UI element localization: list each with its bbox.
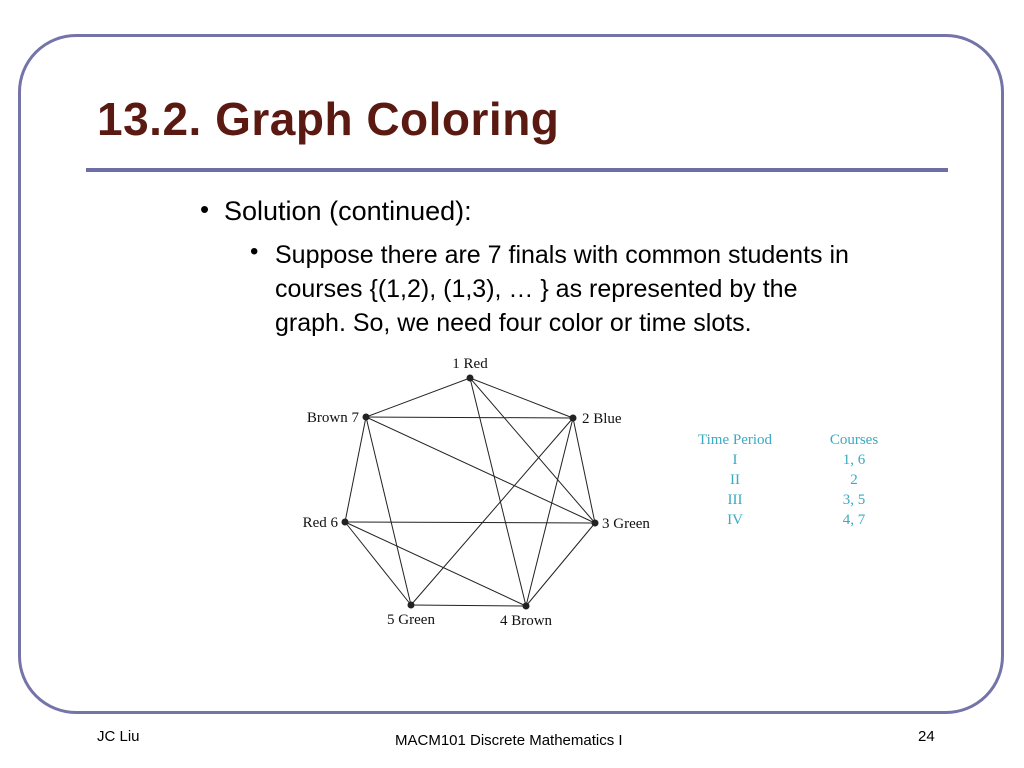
bullet-dot: •	[200, 194, 210, 224]
footer-author: JC Liu	[97, 728, 140, 745]
graph-edge-1-3	[470, 378, 595, 523]
bullet-text: Solution (continued):	[224, 196, 472, 226]
graph-edge-2-3	[573, 418, 595, 523]
graph-edge-1-7	[366, 378, 470, 417]
graph-vertex-2	[570, 415, 577, 422]
graph-edges	[345, 378, 595, 606]
graph-edge-2-5	[411, 418, 573, 605]
sub-bullet-line: courses {(1,2), (1,3), … } as represented by the	[275, 275, 798, 303]
sub-bullet-dot: •	[250, 238, 259, 265]
graph-vertex-label-3: 3 Green	[602, 516, 650, 532]
sub-bullet-line: graph. So, we need four color or time slots.	[275, 309, 752, 337]
graph-edge-1-4	[470, 378, 526, 606]
footer-course: MACM101 Discrete Mathematics I	[395, 732, 623, 749]
graph-edge-2-7	[366, 417, 573, 418]
graph-vertex-7	[363, 414, 370, 421]
graph-edge-4-5	[411, 605, 526, 606]
graph-vertex-label-2: 2 Blue	[582, 411, 622, 427]
graph-nodes	[342, 375, 599, 610]
graph-edge-6-7	[345, 417, 366, 522]
courses-cell: 2	[850, 472, 858, 488]
period-cell: II	[730, 472, 740, 488]
graph-labels	[303, 356, 651, 629]
courses-cell: 4, 7	[842, 512, 866, 528]
graph-vertex-label-4: 4 Brown	[499, 613, 553, 629]
courses-cell: 3, 5	[842, 492, 866, 508]
graph-edge-4-6	[345, 522, 526, 606]
title-underline	[86, 168, 948, 172]
period-cell: I	[732, 452, 738, 468]
graph-vertex-3	[592, 520, 599, 527]
graph-vertex-label-5: 5 Green	[387, 612, 435, 628]
conflict-graph	[290, 350, 670, 635]
sub-bullet-line: Suppose there are 7 finals with common students in	[275, 241, 849, 269]
period-cell: III	[727, 492, 743, 508]
graph-vertex-1	[467, 375, 474, 382]
graph-vertex-6	[342, 519, 349, 526]
graph-vertex-5	[408, 602, 415, 609]
header-time-period: Time Period	[697, 432, 773, 448]
footer-page-number: 24	[918, 728, 935, 745]
slide-title: 13.2. Graph Coloring	[97, 93, 560, 145]
header-courses: Courses	[829, 432, 879, 448]
graph-edge-3-6	[345, 522, 595, 523]
period-cell: IV	[727, 512, 743, 528]
graph-vertex-4	[523, 603, 530, 610]
courses-cell: 1, 6	[842, 452, 866, 468]
graph-edge-1-2	[470, 378, 573, 418]
graph-vertex-label-7: Brown 7	[306, 410, 359, 426]
graph-vertex-label-1: 1 Red	[452, 356, 488, 372]
graph-vertex-label-6: Red 6	[302, 515, 338, 531]
